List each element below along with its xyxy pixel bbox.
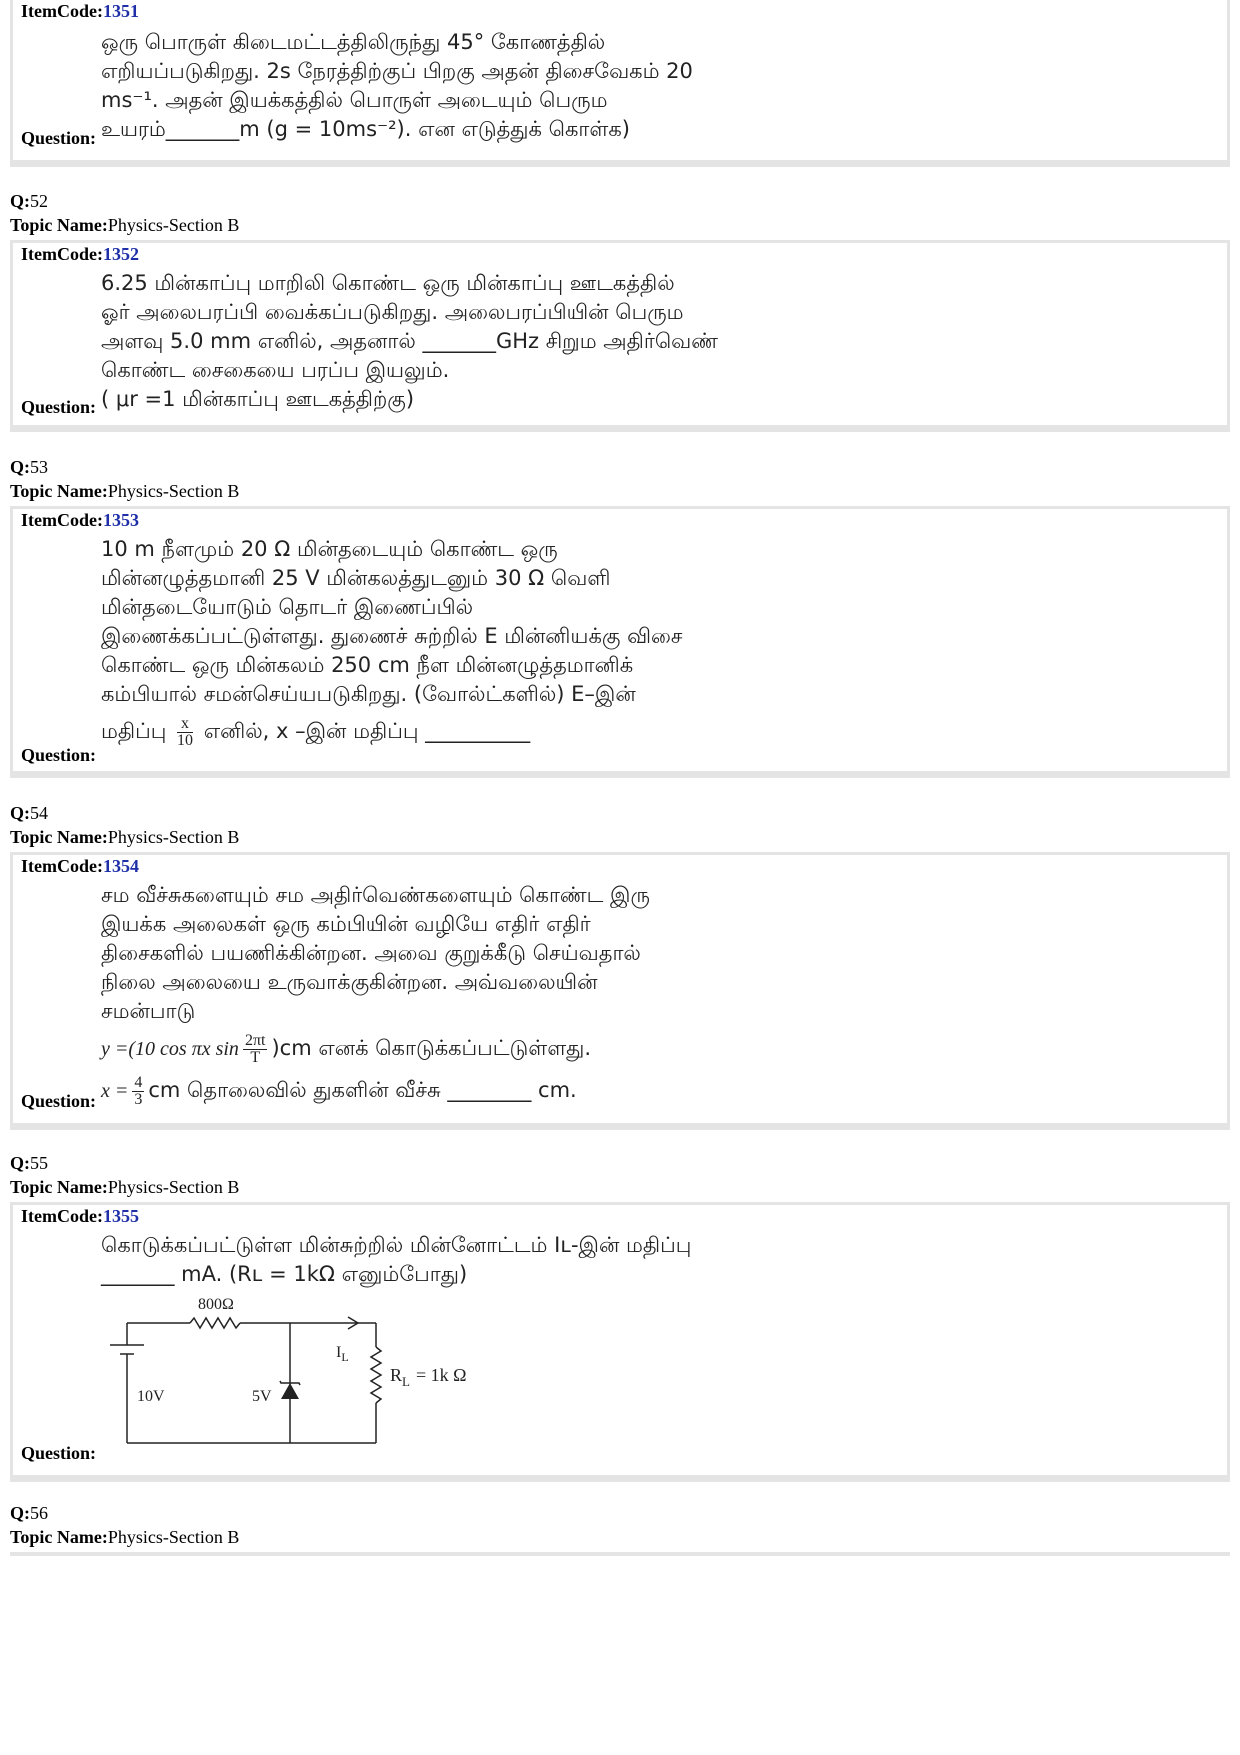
question-label: Question: — [21, 1091, 97, 1111]
svg-text:RL= 1k Ω: $R_L = 1k$ Ω — [390, 1365, 467, 1389]
svg-text:800Ω: 800Ω — [198, 1296, 234, 1313]
question-number: Q:55 — [10, 1153, 48, 1173]
item-code: ItemCode:1352 — [21, 244, 139, 264]
question-text: கொடுக்கப்பட்டுள்ள மின்சுற்றில் மின்னோட்டம் Iʟ-இன் மதிப்பு _______ mA. (Rʟ = 1kΩ எனும்போது) — [101, 1233, 692, 1286]
question-number: Q:53 — [10, 457, 48, 477]
question-text: ஒரு பொருள் கிடைமட்டத்திலிருந்து 45° கோணத்தில் எறியப்படுகிறது. 2s நேரத்திற்குப் பிறகு அதன் திசைவேகம் 20 ms⁻¹. அதன் இயக்கத்தில் பொருள் அடையும் பெரும உயரம்_______m (g = 10ms⁻²). என எடுத்துக் கொள்க) — [101, 30, 693, 141]
question-card-1354 — [10, 852, 1230, 1130]
question-number: Q:56 — [10, 1503, 48, 1523]
question-card-1355 — [10, 1202, 1230, 1482]
topic-name: Topic Name:Physics-Section B — [10, 827, 240, 847]
question-label: Question: — [21, 1443, 97, 1463]
svg-text:IL: $I_L$ — [336, 1344, 349, 1364]
item-code: ItemCode:1353 — [21, 510, 139, 530]
section-divider — [10, 1552, 1230, 1556]
item-code: ItemCode:1351 — [21, 1, 139, 21]
circuit-diagram — [98, 1295, 578, 1455]
svg-text:10V: 10V — [137, 1388, 165, 1405]
fraction: $\frac{2\pi t}{T}$ — [244, 1031, 266, 1066]
question-card-1351 — [10, 0, 1230, 167]
item-code: ItemCode:1355 — [21, 1206, 139, 1226]
fraction: $\frac{4}{3}$ — [134, 1073, 143, 1108]
topic-name: Topic Name:Physics-Section B — [10, 481, 240, 501]
question-card-1353 — [10, 506, 1230, 778]
question-text: 10 m நீளமும் 20 Ω மின்தடையும் கொண்ட ஒரு மின்னழுத்தமானி 25 V மின்கலத்துடனும் 30 Ω வெளி மின்தடையோடும் தொடர் இணைப்பில் இணைக்கப்பட்டுள்ளது. துணைச் சுற்றில் E மின்னியக்கு விசை கொண்ட ஒரு மின்கலம் 250 cm நீள மின்னழுத்தமானிக் கம்பியால் சமன்செய்யபடுகிறது. (வோல்ட்களில்) E–இன் மதிப்பு $\frac{x}{10}$ எனில், x –இன் மதிப்பு __________ — [101, 537, 683, 749]
question-card-1352 — [10, 240, 1230, 432]
question-label: Question: — [21, 397, 97, 417]
question-text: சம வீச்சுகளையும் சம அதிர்வெண்களையும் கொண்ட இரு இயக்க அலைகள் ஒரு கம்பியின் வழியே எதிர் எதிர் திசைகளில் பயணிக்கின்றன. அவை குறுக்கீடு செய்வதால் நிலை அலையை உருவாக்குகின்றன. அவ்வலையின் சமன்பாடு y =(10 cos πx sin $\frac{2\pi t}{T}$ )cm எனக் கொடுக்கப்பட்டுள்ளது. x = $\frac{4}{3}$ cm தொலைவில் துகளின் வீச்சு ________ cm. — [101, 883, 650, 1108]
fraction: $\frac{x}{10}$ — [177, 714, 194, 749]
item-code: ItemCode:1354 — [21, 856, 139, 876]
question-label: Question: — [21, 128, 97, 148]
question-number: Q:52 — [10, 191, 48, 211]
topic-name: Topic Name:Physics-Section B — [10, 215, 240, 235]
question-label: Question: — [21, 745, 97, 765]
question-number: Q:54 — [10, 803, 48, 823]
topic-name: Topic Name:Physics-Section B — [10, 1527, 240, 1547]
topic-name: Topic Name:Physics-Section B — [10, 1177, 240, 1197]
question-text: 6.25 மின்காப்பு மாறிலி கொண்ட ஒரு மின்காப்பு ஊடகத்தில் ஓர் அலைபரப்பி வைக்கப்படுகிறது. அலைபரப்பியின் பெரும அளவு 5.0 mm எனில், அதனால் _______GHz சிறும அதிர்வெண் கொண்ட சைகையை பரப்ப இயலும். ( μr =1 மின்காப்பு ஊடகத்திற்கு) — [101, 271, 718, 411]
svg-text:5V: 5V — [252, 1388, 272, 1405]
